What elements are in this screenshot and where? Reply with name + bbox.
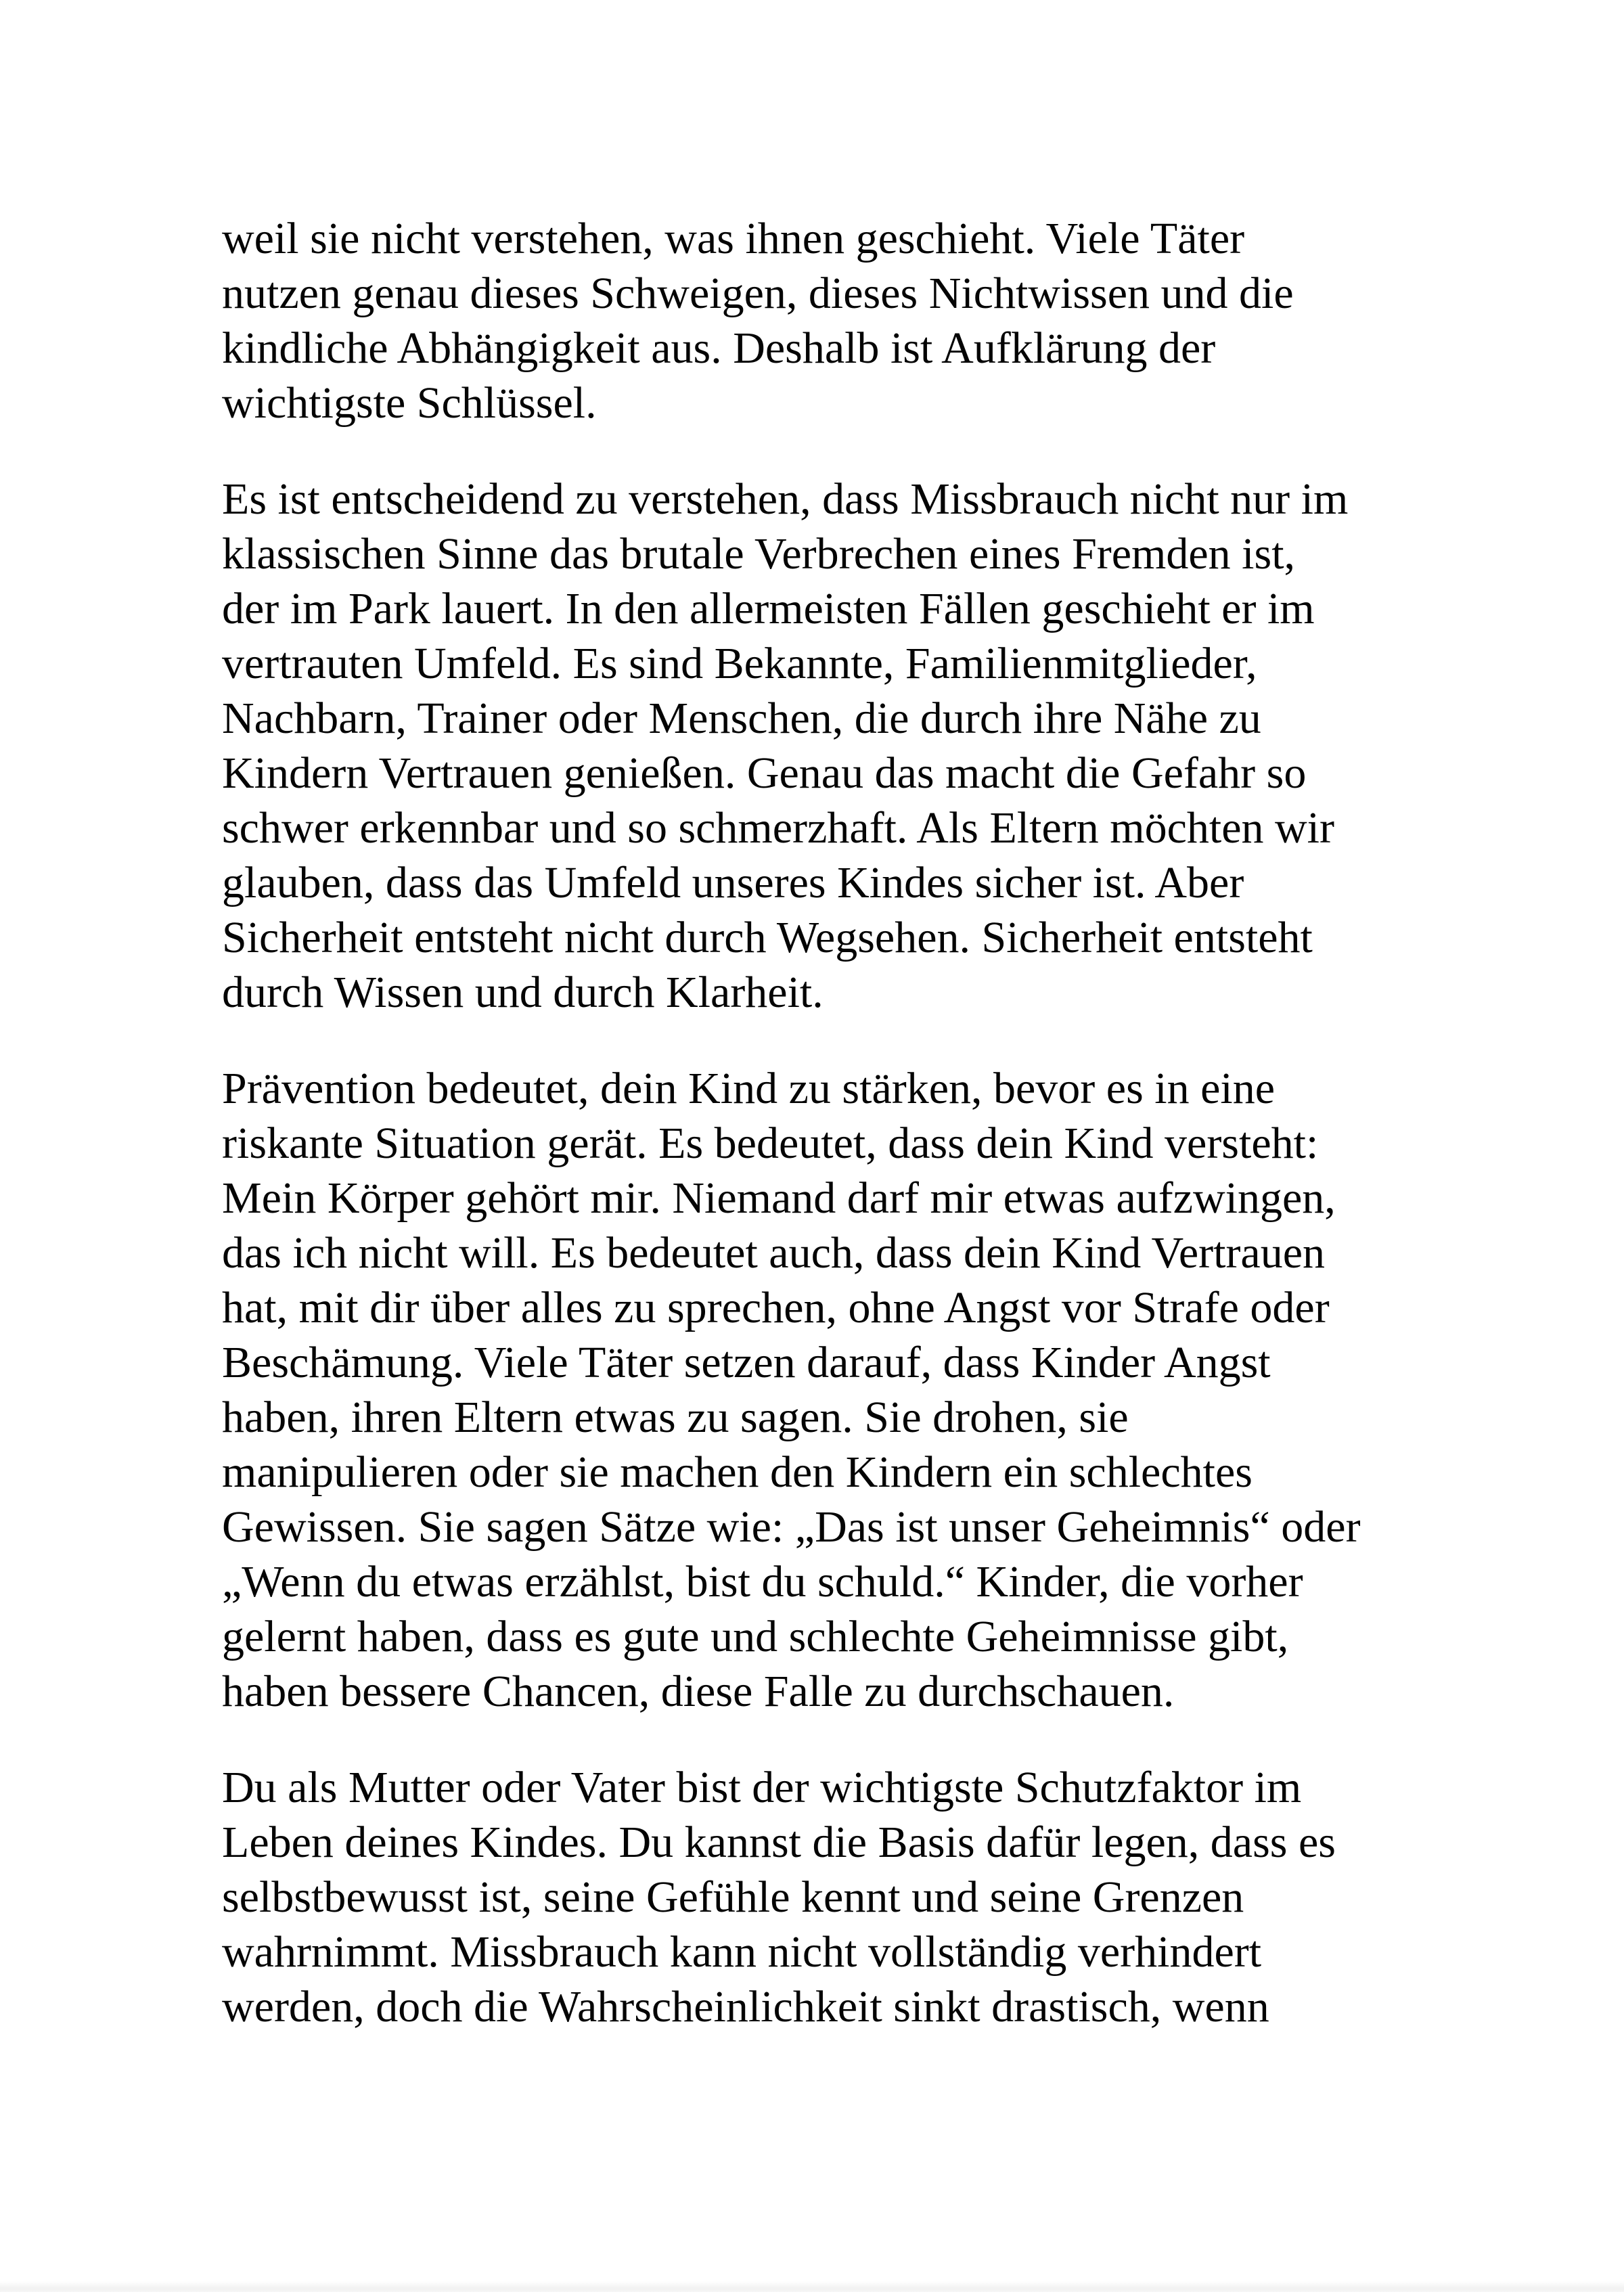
text-line: schwer erkennbar und so schmerzhaft. Als Eltern möchten wir <box>222 803 1334 853</box>
text-line: wichtigste Schlüssel. <box>222 378 597 428</box>
paragraph-2 <box>222 472 1447 1020</box>
text-line: Beschämung. Viele Täter setzen darauf, dass Kinder Angst <box>222 1338 1271 1387</box>
text-line: klassischen Sinne das brutale Verbrechen eines Fremden ist, <box>222 529 1296 579</box>
text-line: Mein Körper gehört mir. Niemand darf mir etwas aufzwingen, <box>222 1173 1336 1223</box>
page-bottom-edge <box>0 2281 1624 2292</box>
text-line: werden, doch die Wahrscheinlichkeit sinkt drastisch, wenn <box>222 1982 1269 2031</box>
text-line: Kindern Vertrauen genießen. Genau das macht die Gefahr so <box>222 748 1307 798</box>
text-line: das ich nicht will. Es bedeutet auch, dass dein Kind Vertrauen <box>222 1228 1326 1278</box>
text-line: Leben deines Kindes. Du kannst die Basis dafür legen, dass es <box>222 1818 1336 1867</box>
text-line: manipulieren oder sie machen den Kindern ein schlechtes <box>222 1447 1253 1497</box>
text-line: haben, ihren Eltern etwas zu sagen. Sie drohen, sie <box>222 1393 1129 1442</box>
text-line: „Wenn du etwas erzählst, bist du schuld.“ Kinder, die vorher <box>222 1557 1303 1606</box>
text-line: weil sie nicht verstehen, was ihnen geschieht. Viele Täter <box>222 214 1245 263</box>
text-line: der im Park lauert. In den allermeisten Fällen geschieht er im <box>222 584 1315 633</box>
text-line: selbstbewusst ist, seine Gefühle kennt und seine Grenzen <box>222 1872 1244 1922</box>
text-line: vertrauten Umfeld. Es sind Bekannte, Familienmitglieder, <box>222 639 1257 688</box>
text-line: glauben, dass das Umfeld unseres Kindes sicher ist. Aber <box>222 858 1244 907</box>
text-line: haben bessere Chancen, diese Falle zu durchschauen. <box>222 1667 1175 1716</box>
text-line: kindliche Abhängigkeit aus. Deshalb ist Aufklärung der <box>222 323 1216 373</box>
text-line: wahrnimmt. Missbrauch kann nicht vollständig verhindert <box>222 1927 1262 1977</box>
text-line: durch Wissen und durch Klarheit. <box>222 968 824 1017</box>
text-line: gelernt haben, dass es gute und schlechte Geheimnisse gibt, <box>222 1612 1289 1661</box>
text-line: Es ist entscheidend zu verstehen, dass Missbrauch nicht nur im <box>222 474 1349 524</box>
text-line: Sicherheit entsteht nicht durch Wegsehen. Sicherheit entsteht <box>222 913 1313 962</box>
text-line: nutzen genau dieses Schweigen, dieses Nichtwissen und die <box>222 269 1294 318</box>
paragraph-1 <box>222 211 1447 430</box>
paragraph-3 <box>222 1061 1447 1719</box>
text-line: riskante Situation gerät. Es bedeutet, dass dein Kind versteht: <box>222 1119 1319 1168</box>
text-line: Gewissen. Sie sagen Sätze wie: „Das ist unser Geheimnis“ oder <box>222 1502 1361 1552</box>
text-block <box>222 211 1447 2034</box>
text-line: hat, mit dir über alles zu sprechen, ohne Angst vor Strafe oder <box>222 1283 1330 1332</box>
text-line: Nachbarn, Trainer oder Menschen, die durch ihre Nähe zu <box>222 694 1261 743</box>
text-line: Prävention bedeutet, dein Kind zu stärken, bevor es in eine <box>222 1064 1276 1113</box>
paragraph-4 <box>222 1760 1447 2034</box>
text-line: Du als Mutter oder Vater bist der wichtigste Schutzfaktor im <box>222 1763 1302 1812</box>
